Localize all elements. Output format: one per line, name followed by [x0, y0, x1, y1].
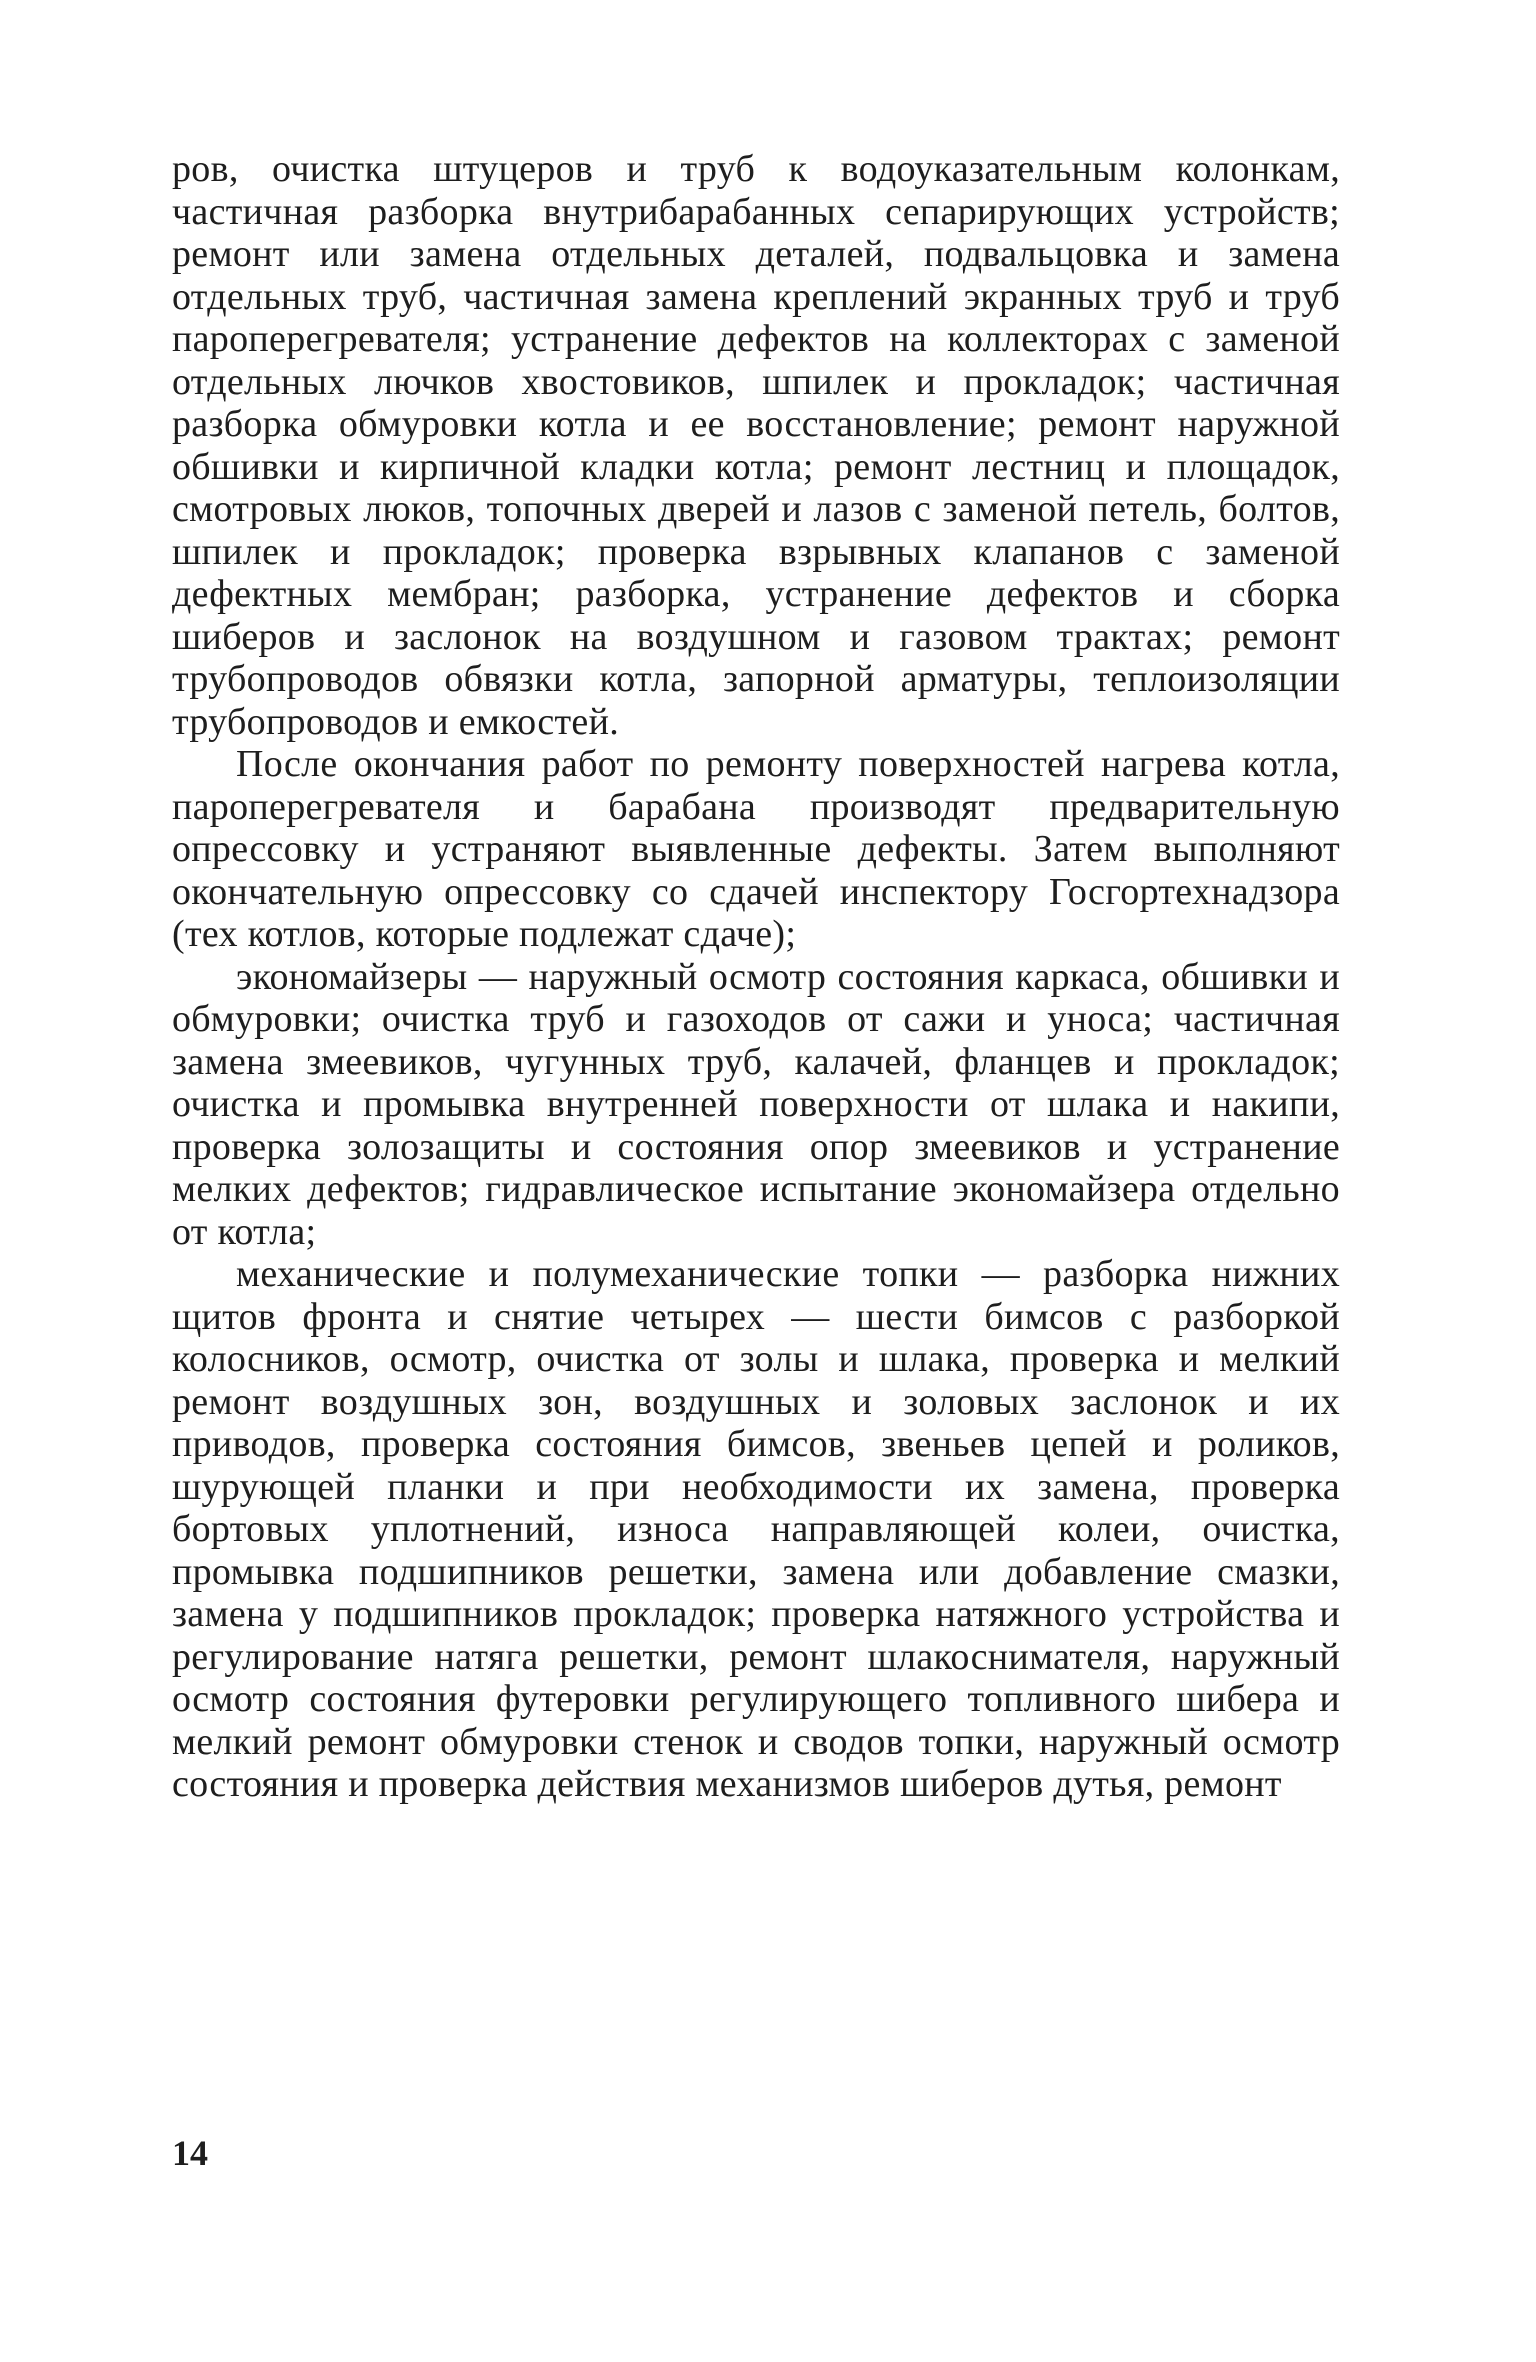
- paragraph-4: механические и полумеханические топки — разборка нижних щитов фронта и снятие четырех — шести бимсов с разборкой колосников, осмотр, очистка от золы и шлака, проверка и мелкий ремонт воздушных зон, воздушных и золовых заслонок и их приводов, проверка состояния бимсов, звеньев цепей и роликов, шурующей планки и при необходимости их замена, проверка бортовых уплотнений, износа направляющей колеи, очистка, промывка подшипников решетки, замена или добавление смазки, замена у подшипников прокладок; проверка натяжного устройства и регулирование натяга решетки, ремонт шлакоснимателя, наружный осмотр состояния футеровки регулирующего топливного шибера и мелкий ремонт обмуровки стенок и сводов топки, наружный осмотр состояния и проверка действия механизмов шиберов дутья, ремонт: [172, 1253, 1340, 1805]
- paragraph-3: экономайзеры — наружный осмотр состояния каркаса, обшивки и обмуровки; очистка труб и газоходов от сажи и уноса; частичная замена змеевиков, чугунных труб, калачей, фланцев и прокладок; очистка и промывка внутренней поверхности от шлака и накипи, проверка золозащиты и состояния опор змеевиков и устранение мелких дефектов; гидравлическое испытание экономайзера отдельно от котла;: [172, 955, 1340, 1253]
- body-text: [172, 148, 1340, 1806]
- paragraph-1: ров, очистка штуцеров и труб к водоуказательным колонкам, частичная разборка внутрибарабанных сепарирующих устройств; ремонт или замена отдельных деталей, подвальцовка и замена отдельных труб, частичная замена креплений экранных труб и труб пароперегревателя; устранение дефектов на коллекторах с заменой отдельных лючков хвостовиков, шпилек и прокладок; частичная разборка обмуровки котла и ее восстановление; ремонт наружной обшивки и кирпичной кладки котла; ремонт лестниц и площадок, смотровых люков, топочных дверей и лазов с заменой петель, болтов, шпилек и прокладок; проверка взрывных клапанов с заменой дефектных мембран; разборка, устранение дефектов и сборка шиберов и заслонок на воздушном и газовом трактах; ремонт трубопроводов обвязки котла, запорной арматуры, теплоизоляции трубопроводов и емкостей.: [172, 148, 1340, 743]
- paragraph-2: После окончания работ по ремонту поверхностей нагрева котла, пароперегревателя и барабана производят предварительную опрессовку и устраняют выявленные дефекты. Затем выполняют окончательную опрессовку со сдачей инспектору Госгортехнадзора (тех котлов, которые подлежат сдаче);: [172, 743, 1340, 955]
- page-number: 14: [172, 2133, 208, 2173]
